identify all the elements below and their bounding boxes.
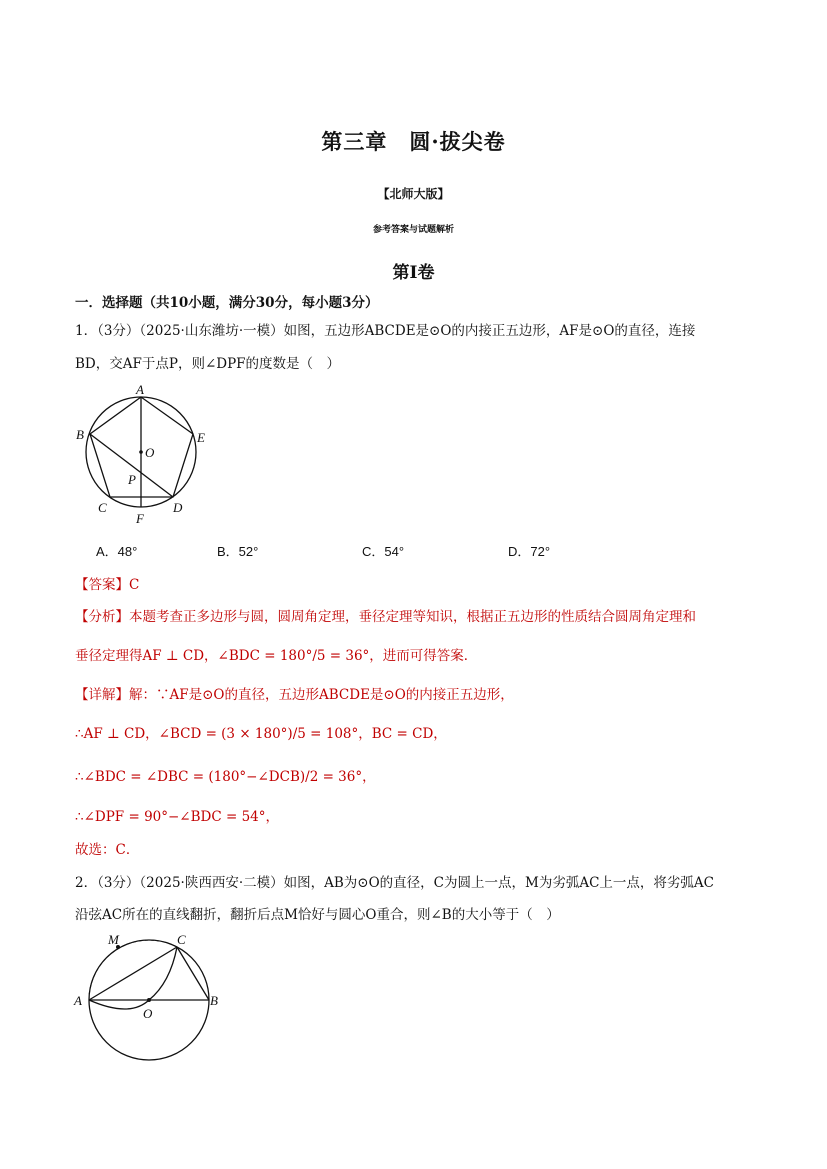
q2-label-c: C: [177, 932, 186, 947]
q1-option-a: A．48°: [96, 544, 138, 559]
subtitle: 参考答案与试题解析: [372, 225, 454, 235]
q1-label-p: P: [128, 472, 136, 487]
q2-fold-figure: [70, 928, 230, 1063]
page-title: 第三章 圆·拔尖卷: [321, 129, 506, 154]
q1-center-dot: [139, 450, 143, 454]
q1-label-b: B: [76, 427, 84, 442]
q1-label-d: D: [173, 500, 183, 515]
q1-segment-bd: [90, 434, 173, 497]
q2-chord-cb: [177, 947, 209, 1000]
volume-heading: 第Ⅰ卷: [392, 263, 435, 283]
q1-detail-line4: ∴∠DPF = 90°−∠BDC = 54°，: [75, 809, 280, 825]
q1-label-a: A: [136, 382, 144, 397]
q2-center-dot: [147, 998, 151, 1002]
q1-detail-line5: 故选：C．: [75, 842, 140, 858]
q2-label-b: B: [210, 993, 218, 1008]
q1-pentagon-figure: [70, 382, 220, 532]
q1-answer: 【答案】C: [75, 577, 140, 593]
q1-detail-line2: ∴AF ⊥ CD，∠BCD = (3 × 180°)/5 = 108°，BC = CD，: [75, 726, 447, 742]
q1-option-d: D．72°: [508, 544, 551, 559]
q1-label-e: E: [197, 430, 205, 445]
q2-stem-line1: 2．（3分）（2025·陕西西安·二模）如图，AB为⊙O的直径，C为圆上一点，M为劣弧AC上一点，将劣弧AC: [75, 875, 714, 891]
q2-chord-ac: [89, 947, 177, 1000]
q1-detail-line1: 【详解】解：∵AF是⊙O的直径，五边形ABCDE是⊙O的内接正五边形，: [75, 687, 514, 703]
q1-option-b: B．52°: [217, 544, 259, 559]
q2-label-a: A: [74, 993, 82, 1008]
q1-analysis-line2: 垂径定理得AF ⊥ CD，∠BDC = 180°/5 = 36°，进而可得答案．: [75, 648, 478, 664]
q1-label-o: O: [145, 445, 155, 460]
q1-stem-line2: BD，交AF于点P，则∠DPF的度数是（ ）: [75, 356, 341, 372]
q2-label-o: O: [143, 1006, 153, 1021]
section-heading: 一．选择题（共10小题，满分30分，每小题3分）: [75, 295, 379, 311]
q2-original-arc: [89, 940, 177, 1000]
q1-label-f: F: [136, 511, 144, 526]
q2-stem-line2: 沿弦AC所在的直线翻折，翻折后点M恰好与圆心O重合，则∠B的大小等于（ ）: [75, 907, 560, 923]
q1-option-c: C．54°: [362, 544, 405, 559]
q2-label-m: M: [108, 932, 119, 947]
q1-analysis-line1: 【分析】本题考查正多边形与圆，圆周角定理，垂径定理等知识，根据正五边形的性质结合圆周角定理和: [75, 609, 696, 625]
q1-detail-line3: ∴∠BDC = ∠DBC = (180°−∠DCB)/2 = 36°，: [75, 769, 376, 785]
edition-label: 【北师大版】: [377, 187, 450, 201]
q1-label-c: C: [98, 500, 107, 515]
q1-stem-line1: 1．（3分）（2025·山东潍坊·一模）如图，五边形ABCDE是⊙O的内接正五边形，AF是⊙O的直径，连接: [75, 323, 696, 339]
